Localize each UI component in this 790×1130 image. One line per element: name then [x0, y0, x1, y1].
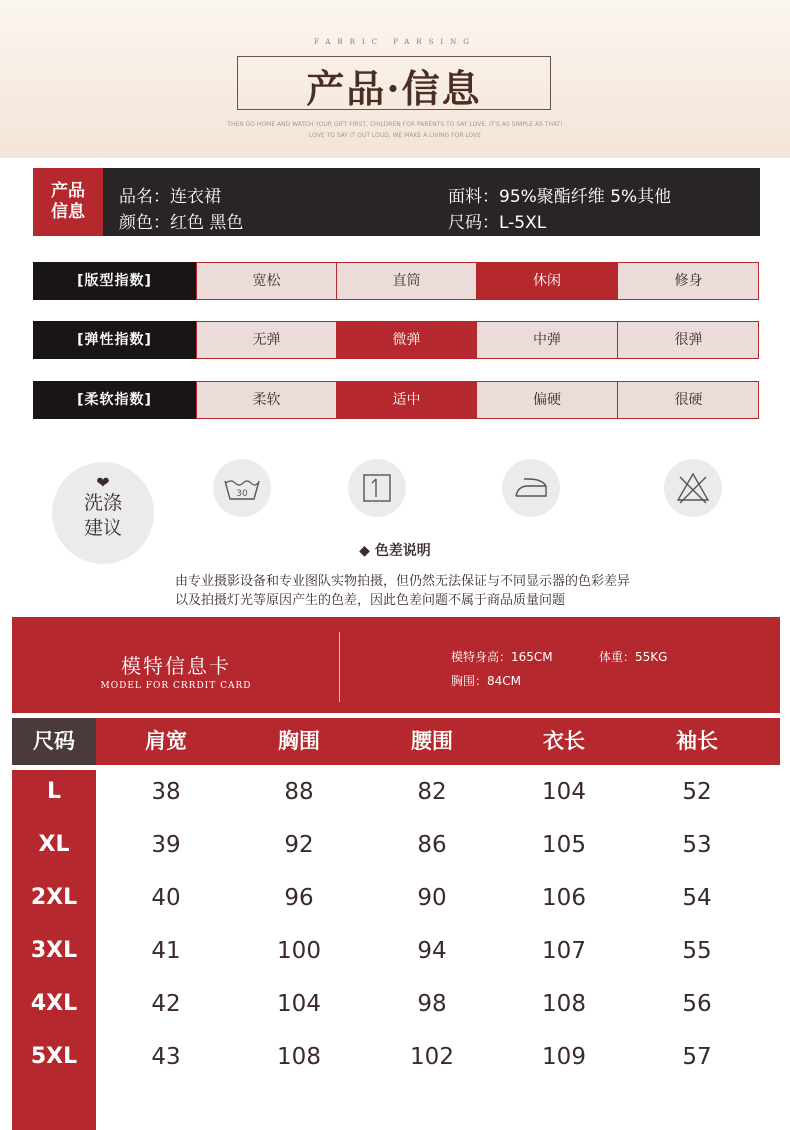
size-table-cell: 38	[151, 779, 181, 805]
header-tagline-2: LOVE TO SAY IT OUT LOUD, WE MAKE A LIVING FOR LOVE	[308, 132, 482, 139]
index-option: 柔软	[196, 381, 336, 419]
product-name: 品名：连衣裙	[119, 187, 221, 207]
washing-title	[52, 491, 154, 541]
no-bleach-icon	[664, 459, 722, 517]
header-tagline-1: THEN GO HOME AND WATCH YOUR GIFT FIRST, CHILDREN FOR PARENTS TO SAY LOVE, IT'S AS SIMPLE AS THAT!	[227, 121, 563, 128]
index-option: 无弹	[196, 321, 336, 359]
header-subtitle-en: FABRIC PARSING	[314, 38, 476, 46]
size-table-cell: 53	[682, 832, 712, 858]
product-size-range: 尺码：L-5XL	[448, 213, 547, 233]
size-table-cell: 105	[542, 832, 586, 858]
size-table-cell: 88	[284, 779, 314, 805]
size-table-header-cell: 衣长	[543, 729, 585, 753]
size-label: 4XL	[30, 991, 78, 1016]
product-info-label-line1: 产品	[51, 181, 85, 201]
index-option-selected: 适中	[336, 381, 476, 419]
index-option-selected: 微弹	[336, 321, 476, 359]
index-option: 直筒	[336, 262, 476, 300]
size-table-cell: 109	[542, 1044, 586, 1070]
size-table-cell: 90	[417, 885, 447, 911]
index-row-label: [柔软指数]	[33, 381, 196, 419]
index-option: 修身	[617, 262, 759, 300]
size-label: L	[46, 779, 62, 804]
size-table-header-cell: 胸围	[278, 729, 320, 753]
size-table-header-cell: 袖长	[676, 729, 718, 753]
size-table-cell: 102	[410, 1044, 454, 1070]
index-row-label: [版型指数]	[33, 262, 196, 300]
size-table-cell: 56	[682, 991, 712, 1017]
index-option: 很硬	[617, 381, 759, 419]
size-table-cell: 41	[151, 938, 181, 964]
size-table-header-cell: 尺码	[33, 729, 75, 753]
product-fabric: 面料：95%聚酯纤维 5%其他	[448, 187, 672, 207]
color-notice-line1: 由专业摄影设备和专业图队实物拍摄，但仍然无法保证与不同显示器的色彩差异	[175, 574, 631, 589]
size-table-cell: 108	[542, 991, 586, 1017]
size-table-cell: 55	[682, 938, 712, 964]
model-height: 模特身高：165CM	[451, 650, 553, 664]
size-table-cell: 43	[151, 1044, 181, 1070]
size-table-cell: 104	[542, 779, 586, 805]
index-row-label: [弹性指数]	[33, 321, 196, 359]
size-table-cell: 42	[151, 991, 181, 1017]
product-info-label	[33, 181, 103, 223]
index-option-selected: 休闲	[476, 262, 617, 300]
model-bust: 胸围：84CM	[451, 674, 522, 688]
size-table-cell: 100	[277, 938, 321, 964]
size-table-cell: 98	[417, 991, 447, 1017]
size-table-cell: 57	[682, 1044, 712, 1070]
index-option: 偏硬	[476, 381, 617, 419]
index-row	[33, 381, 759, 419]
model-card-title-en: MODEL FOR CRRDIT CARD	[100, 681, 252, 691]
index-option: 宽松	[196, 262, 336, 300]
model-card-title: 模特信息卡	[121, 654, 231, 678]
iron-icon	[502, 459, 560, 517]
model-weight: 体重：55KG	[599, 650, 668, 664]
index-option: 很弹	[617, 321, 759, 359]
size-table-cell: 39	[151, 832, 181, 858]
size-table-cell: 54	[682, 885, 712, 911]
wash-temp-label: 30	[236, 489, 248, 499]
index-row	[33, 321, 759, 359]
size-table-cell: 94	[417, 938, 447, 964]
size-label: 5XL	[30, 1044, 78, 1069]
size-table-cell: 86	[417, 832, 447, 858]
size-label: 3XL	[30, 938, 78, 963]
size-label: 2XL	[30, 885, 78, 910]
washing-title-line2: 建议	[83, 517, 122, 539]
size-table-cell: 107	[542, 938, 586, 964]
color-notice-title: ◆ 色差说明	[359, 543, 431, 559]
product-info-label-line2: 信息	[51, 202, 85, 222]
color-notice-line2: 以及拍摄灯光等原因产生的色差，因此色差问题不属于商品质量问题	[175, 593, 566, 608]
size-table-cell: 52	[682, 779, 712, 805]
index-row	[33, 262, 759, 300]
page-title: 产品·信息	[306, 66, 482, 111]
size-table-cell: 92	[284, 832, 314, 858]
tumble-dry-icon	[348, 459, 406, 517]
size-label: XL	[38, 832, 70, 857]
size-table-cell: 108	[277, 1044, 321, 1070]
size-table-cell: 40	[151, 885, 181, 911]
size-table-header-cell: 肩宽	[145, 729, 187, 753]
model-card-divider	[339, 632, 340, 702]
product-color: 颜色：红色 黑色	[119, 213, 244, 233]
size-table-cell: 82	[417, 779, 447, 805]
size-table-cell: 106	[542, 885, 586, 911]
heart-icon: ❤	[96, 473, 110, 492]
size-table-cell: 96	[284, 885, 314, 911]
index-option: 中弹	[476, 321, 617, 359]
size-table-cell: 104	[277, 991, 321, 1017]
size-table-header-cell: 腰围	[411, 729, 453, 753]
washing-title-line1: 洗涤	[83, 492, 122, 514]
wash-30-icon	[213, 459, 271, 517]
color-notice-body	[175, 572, 695, 610]
